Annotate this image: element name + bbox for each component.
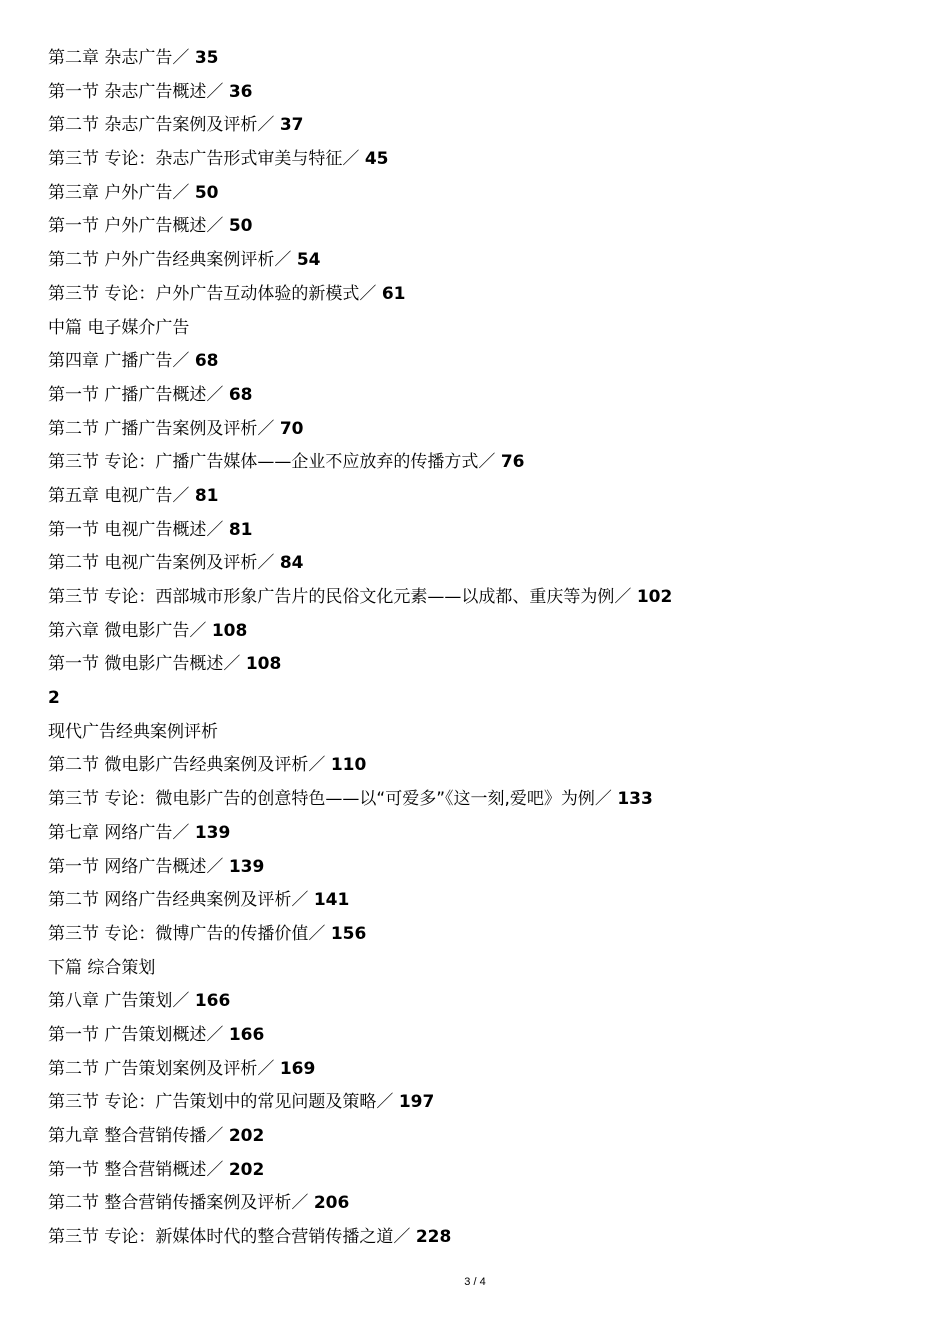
toc-page-number: 228 xyxy=(415,1227,452,1248)
toc-page-number: 61 xyxy=(381,283,406,304)
toc-line xyxy=(48,1225,908,1259)
toc-line xyxy=(48,484,908,518)
toc-line xyxy=(48,922,908,956)
toc-line xyxy=(48,1191,908,1225)
toc-line xyxy=(48,585,908,619)
toc-entry-text: 下篇 综合策划 xyxy=(48,957,156,978)
toc-entry-text: 第三节 专论：杂志广告形式审美与特征／ xyxy=(48,149,365,170)
toc-page-number: 76 xyxy=(500,452,525,473)
toc-line xyxy=(48,787,908,821)
toc-line xyxy=(48,956,908,990)
toc-page-number: 70 xyxy=(279,418,304,439)
toc-line xyxy=(48,551,908,585)
toc-entry-text: 第一节 电视广告概述／ xyxy=(48,519,229,540)
toc-entry-text: 第二章 杂志广告／ xyxy=(48,48,195,68)
toc-line xyxy=(48,1090,908,1124)
toc-page-number: 68 xyxy=(194,351,219,372)
toc-entry-text: 第一节 户外广告概述／ xyxy=(48,216,229,237)
toc-page-number: 108 xyxy=(211,620,248,641)
toc-line xyxy=(48,214,908,248)
toc-page-number: 50 xyxy=(194,182,219,203)
toc-line xyxy=(48,46,908,80)
toc-line xyxy=(48,113,908,147)
toc-page-number: 81 xyxy=(194,485,219,506)
toc-entry-text: 第二节 广告策划案例及评析／ xyxy=(48,1058,280,1079)
toc-entry-text: 第三章 户外广告／ xyxy=(48,182,195,203)
toc-entry-text: 第六章 微电影广告／ xyxy=(48,620,212,641)
toc-entry-text: 第三节 专论：新媒体时代的整合营销传播之道／ xyxy=(48,1227,416,1248)
toc-entry-text: 第二节 网络广告经典案例及评析／ xyxy=(48,890,314,911)
toc-entry-text: 现代广告经典案例评析 xyxy=(48,721,218,742)
toc-entry-text: 第二节 整合营销传播案例及评析／ xyxy=(48,1193,314,1214)
toc-line xyxy=(48,821,908,855)
toc-page-number: 166 xyxy=(194,991,231,1012)
toc-entry-text: 第一节 广告策划概述／ xyxy=(48,1024,229,1045)
toc-entry-text: 第四章 广播广告／ xyxy=(48,351,195,372)
page-indicator: 3 / 4 xyxy=(464,1276,486,1288)
toc-page-number: 68 xyxy=(228,384,253,405)
table-of-contents xyxy=(48,46,908,1259)
toc-line xyxy=(48,316,908,350)
toc-page-number: 169 xyxy=(279,1058,316,1079)
toc-entry-text: 第二节 杂志广告案例及评析／ xyxy=(48,115,280,136)
toc-entry-text: 第七章 网络广告／ xyxy=(48,822,195,843)
toc-page-number: 166 xyxy=(228,1024,265,1045)
toc-page-number: 108 xyxy=(245,654,282,675)
toc-entry-text: 中篇 电子媒介广告 xyxy=(48,317,190,338)
toc-entry-text: 第八章 广告策划／ xyxy=(48,991,195,1012)
toc-line xyxy=(48,720,908,754)
toc-page-number: 133 xyxy=(617,789,653,810)
toc-line xyxy=(48,383,908,417)
toc-line xyxy=(48,349,908,383)
toc-entry-text: 第三节 专论：微电影广告的创意特色——以“可爱多”《这一刻,爱吧》为例／ xyxy=(48,789,618,810)
toc-page-number: 84 xyxy=(279,553,304,574)
toc-line xyxy=(48,888,908,922)
toc-entry-text: 第九章 整合营销传播／ xyxy=(48,1126,229,1146)
toc-line xyxy=(48,1057,908,1091)
toc-line xyxy=(48,619,908,653)
toc-page-number: 2 xyxy=(48,688,60,709)
toc-page-number: 206 xyxy=(313,1193,350,1214)
toc-line xyxy=(48,282,908,316)
toc-entry-text: 第二节 户外广告经典案例评析／ xyxy=(48,250,297,271)
toc-entry-text: 第二节 微电影广告经典案例及评析／ xyxy=(48,755,331,776)
toc-entry-text: 第一节 整合营销概述／ xyxy=(48,1159,229,1180)
toc-page-number: 202 xyxy=(228,1126,265,1146)
toc-page-number: 35 xyxy=(194,48,219,68)
toc-line xyxy=(48,80,908,114)
toc-page-number: 141 xyxy=(313,890,350,911)
toc-page-number: 36 xyxy=(228,81,253,102)
toc-line xyxy=(48,518,908,552)
toc-page-number: 197 xyxy=(398,1092,435,1113)
toc-line xyxy=(48,855,908,889)
toc-line xyxy=(48,147,908,181)
toc-line xyxy=(48,417,908,451)
toc-entry-text: 第二节 电视广告案例及评析／ xyxy=(48,553,280,574)
toc-entry-text: 第五章 电视广告／ xyxy=(48,485,195,506)
toc-line xyxy=(48,1124,908,1158)
toc-line xyxy=(48,248,908,282)
toc-line xyxy=(48,652,908,686)
toc-page-number: 156 xyxy=(330,923,367,944)
toc-line xyxy=(48,450,908,484)
toc-entry-text: 第一节 微电影广告概述／ xyxy=(48,654,246,675)
toc-page-number: 37 xyxy=(279,115,304,136)
toc-entry-text: 第三节 专论：广告策划中的常见问题及策略／ xyxy=(48,1092,399,1113)
toc-line xyxy=(48,1158,908,1192)
toc-page-number: 45 xyxy=(364,149,389,170)
toc-page-number: 50 xyxy=(228,216,253,237)
toc-entry-text: 第三节 专论：西部城市形象广告片的民俗文化元素——以成都、重庆等为例／ xyxy=(48,587,637,607)
toc-line xyxy=(48,181,908,215)
toc-page-number: 102 xyxy=(636,587,673,607)
toc-entry-text: 第三节 专论：广播广告媒体——企业不应放弃的传播方式／ xyxy=(48,452,501,473)
toc-line xyxy=(48,1023,908,1057)
toc-line xyxy=(48,686,908,720)
toc-line xyxy=(48,753,908,787)
toc-entry-text: 第二节 广播广告案例及评析／ xyxy=(48,418,280,439)
toc-entry-text: 第三节 专论：微博广告的传播价值／ xyxy=(48,923,331,944)
toc-entry-text: 第一节 广播广告概述／ xyxy=(48,384,229,405)
toc-page-number: 139 xyxy=(228,856,265,877)
toc-page-number: 139 xyxy=(194,822,231,843)
toc-page-number: 202 xyxy=(228,1159,265,1180)
toc-line xyxy=(48,989,908,1023)
toc-page-number: 81 xyxy=(228,519,253,540)
toc-entry-text: 第一节 网络广告概述／ xyxy=(48,856,229,877)
toc-page-number: 54 xyxy=(296,250,321,271)
toc-entry-text: 第一节 杂志广告概述／ xyxy=(48,81,229,102)
toc-page-number: 110 xyxy=(330,755,367,776)
toc-entry-text: 第三节 专论：户外广告互动体验的新模式／ xyxy=(48,283,382,304)
